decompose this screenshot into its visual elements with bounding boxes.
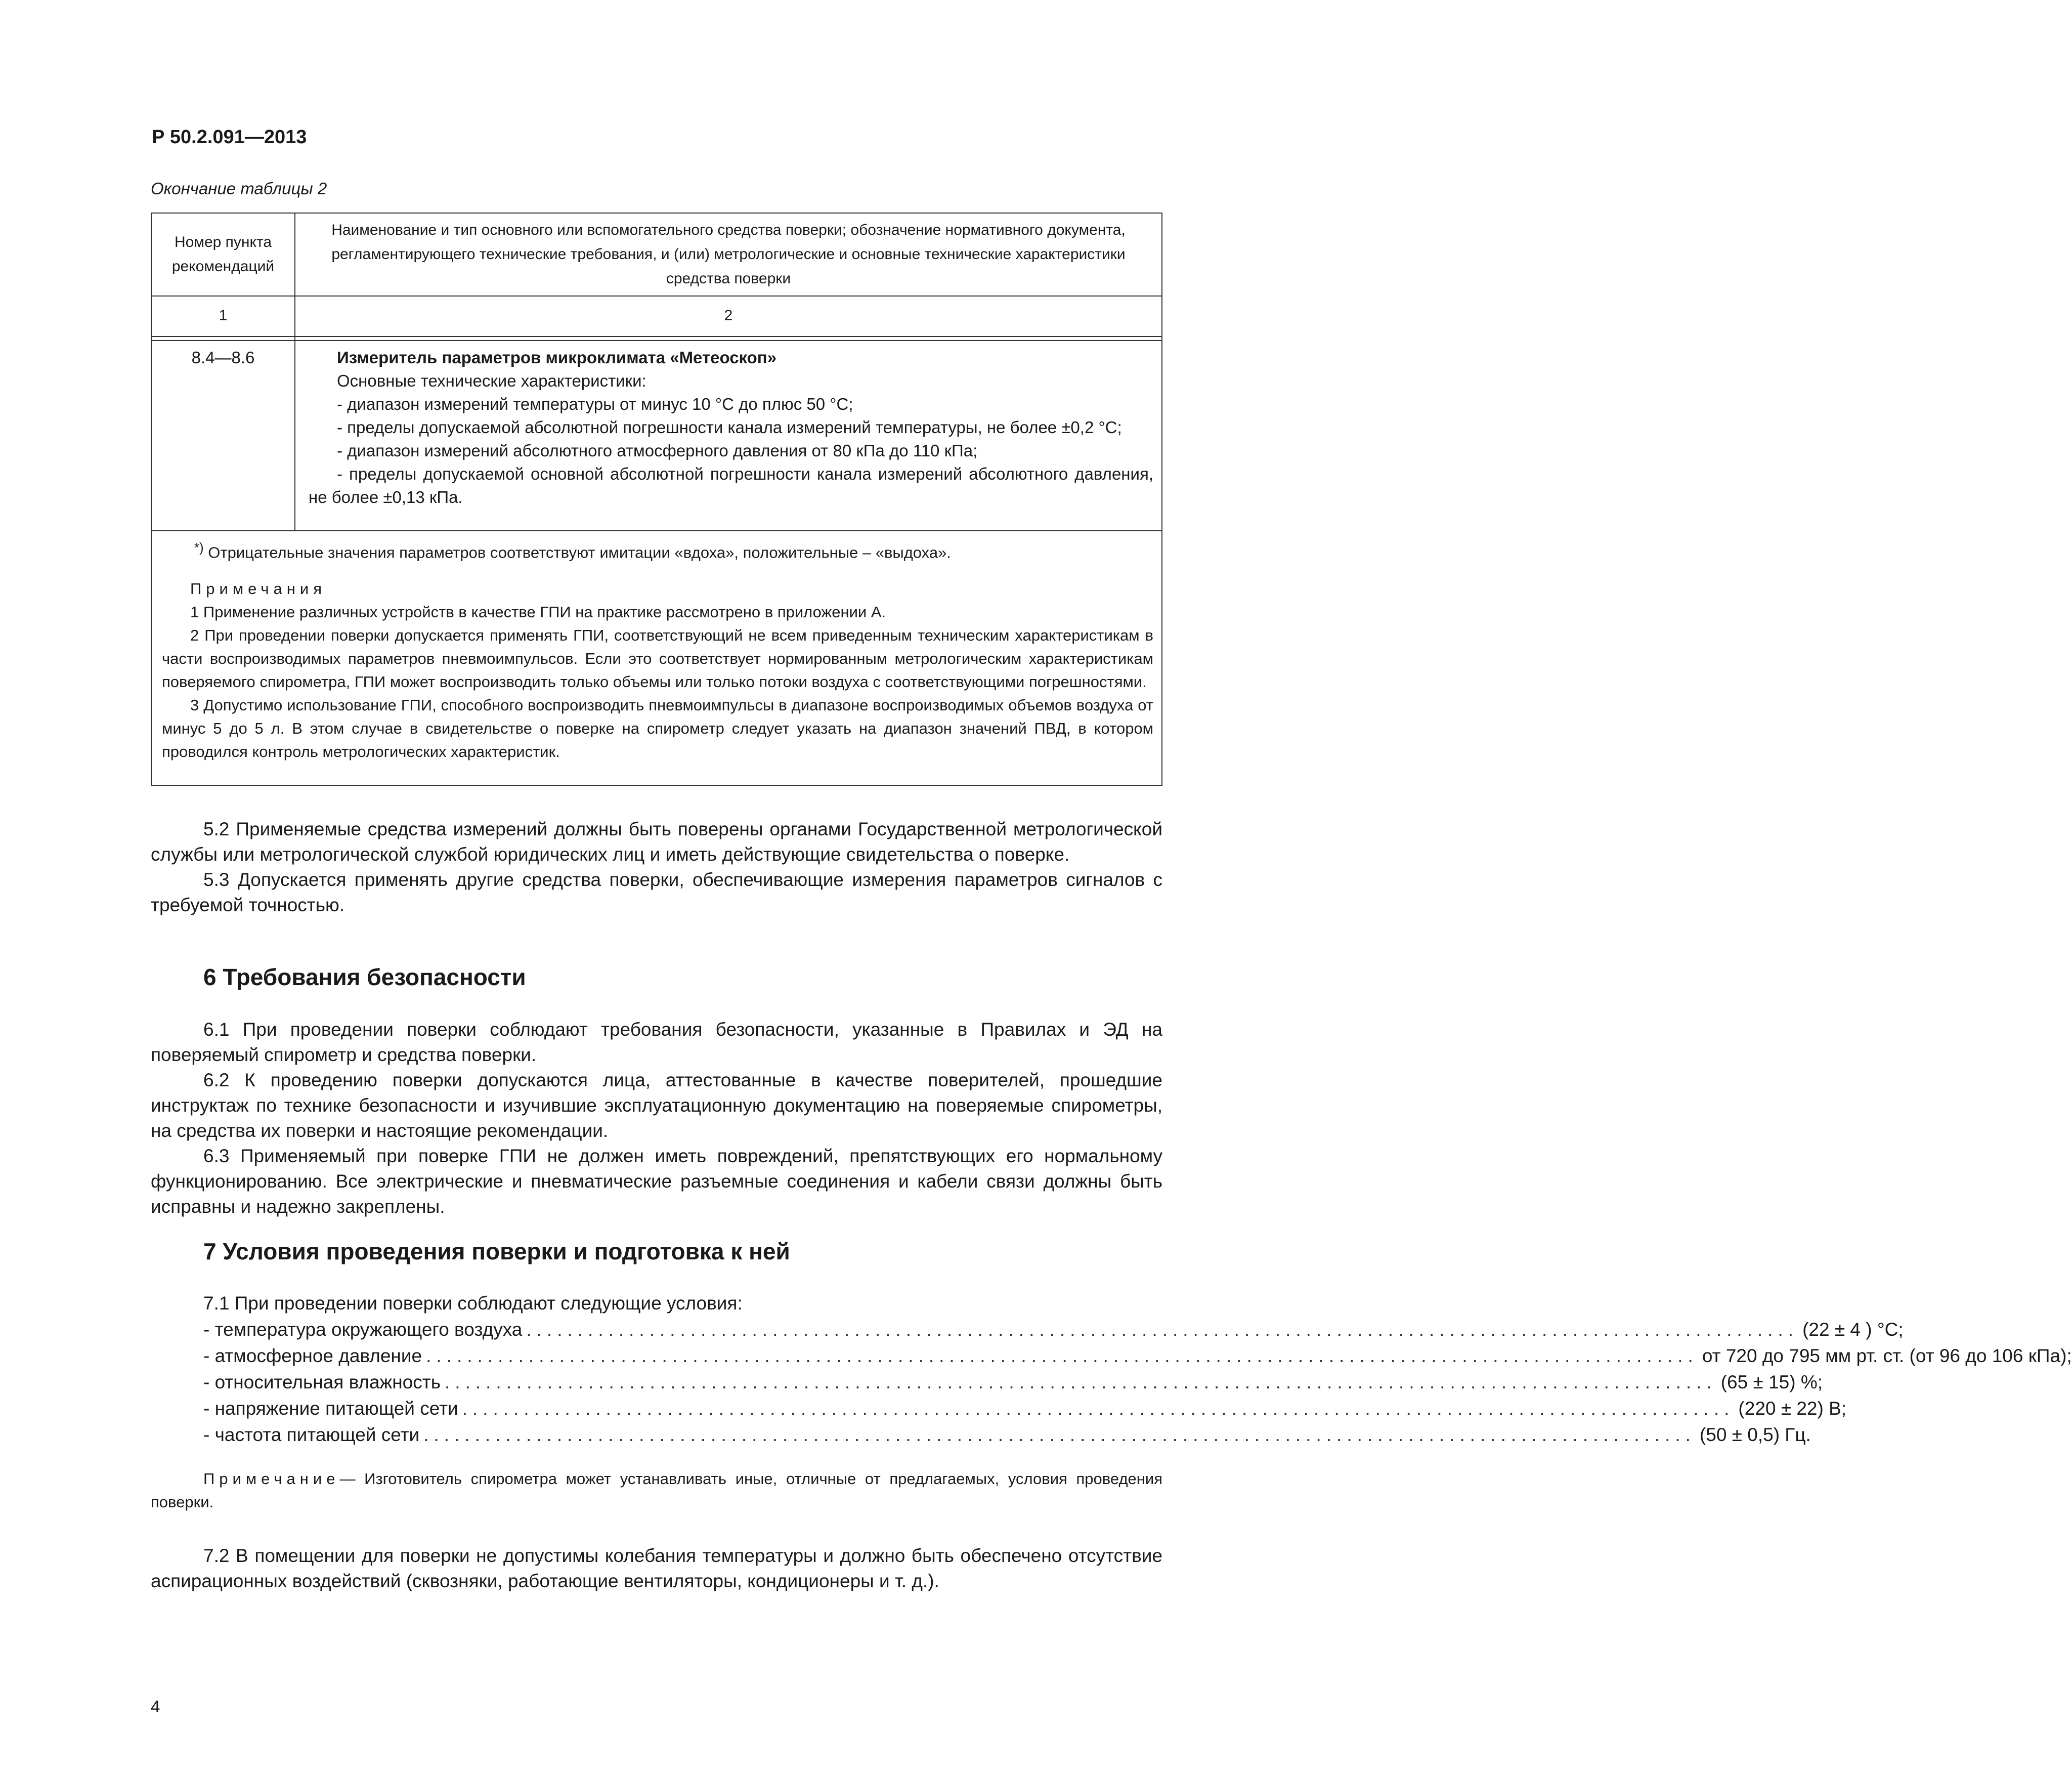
condition-value: от 720 до 795 мм рт. ст. (от 96 до 106 кПа);	[1702, 1345, 2072, 1366]
leader-dots: ............................................................................................................................	[426, 1345, 1698, 1366]
table-caption: Окончание таблицы 2	[151, 179, 327, 198]
section-6-heading: 6 Требования безопасности	[203, 964, 526, 990]
condition-value: (22 ± 4 ) °С;	[1802, 1319, 1904, 1340]
page-number: 4	[151, 1697, 160, 1716]
conditions-list	[151, 1290, 2072, 1448]
spec-line: Основные технические характеристики:	[337, 371, 646, 390]
spec-line: - пределы допускаемой абсолютной погрешности канала измерений температуры, не более ±0,2 °С;	[337, 418, 1122, 437]
condition-value: (220 ± 22) В;	[1738, 1398, 1847, 1419]
footnote-mark: *)	[194, 541, 204, 555]
paragraph-5-2: 5.2 Применяемые средства измерений должны быть поверены органами Государственной метрологической службы или метрологической службой юридических лиц и иметь действующие свидетельства о поверке.	[151, 819, 1162, 865]
document-code: Р 50.2.091—2013	[152, 126, 307, 148]
paragraph-5-3: 5.3 Допускается применять другие средства поверки, обеспечивающие измерения параметров сигналов с требуемой точностью.	[151, 869, 1162, 915]
condition-row	[151, 1369, 1823, 1396]
footnote	[162, 536, 1153, 564]
leader-dots: ............................................................................................................................	[526, 1319, 1799, 1340]
row-description	[309, 346, 1153, 509]
paragraphs-6	[151, 1017, 1162, 1219]
condition-label: - относительная влажность	[203, 1372, 441, 1392]
column-number-2: 2	[724, 307, 733, 324]
condition-value: (65 ± 15) %;	[1720, 1372, 1823, 1392]
row-divider	[152, 530, 1161, 531]
note-label: Примечание	[203, 1470, 340, 1488]
conditions-note	[151, 1467, 1162, 1514]
paragraph-7-1: 7.1 При проведении поверки соблюдают следующие условия:	[203, 1293, 743, 1314]
column-header-number: Номер пункта рекомендаций	[171, 234, 275, 275]
paragraph-6-3: 6.3 Применяемый при поверке ГПИ не должен иметь повреждений, препятствующих его нормальному функционированию. Все электрические и пневматические разъемные соединения и кабели связи должны быть исправны и надежно закреплены.	[151, 1146, 1162, 1217]
condition-label: - частота питающей сети	[203, 1424, 420, 1445]
spec-line: - пределы допускаемой основной абсолютной погрешности канала измерений абсолютного давления, не более ±0,13 кПа.	[309, 464, 1153, 506]
leader-dots: ............................................................................................................................	[462, 1398, 1735, 1419]
paragraphs-7-2	[151, 1543, 1162, 1594]
footnote-text: Отрицательные значения параметров соответствуют имитации «вдоха», положительные – «выдоха».	[208, 543, 951, 562]
column-header-description: Наименование и тип основного или вспомогательного средства поверки; обозначение нормативного документа, регламентирующего технические требования, и (или) метрологические и основные технические характеристики средства поверки	[331, 222, 1126, 287]
condition-value: (50 ± 0,5) Гц.	[1699, 1424, 1811, 1445]
paragraph-6-2: 6.2 К проведению поверки допускаются лица, аттестованные в качестве поверителей, прошедшие инструктаж по технике безопасности и изучившие эксплуатационную документацию на поверяемые спирометры, на средства их поверки и настоящие рекомендации.	[151, 1070, 1162, 1141]
spec-line: - диапазон измерений температуры от минус 10 °С до плюс 50 °С;	[337, 395, 853, 413]
row-divider	[152, 340, 1161, 341]
condition-label: - напряжение питающей сети	[203, 1398, 458, 1419]
condition-row	[151, 1317, 1904, 1343]
condition-row	[151, 1343, 2072, 1369]
table-2-end	[151, 213, 1162, 786]
condition-row	[151, 1422, 1811, 1448]
note-item: 1 Применение различных устройств в качестве ГПИ на практике рассмотрено в приложении А.	[190, 603, 886, 621]
condition-label: - атмосферное давление	[203, 1345, 422, 1366]
spec-line: - диапазон измерений абсолютного атмосферного давления от 80 кПа до 110 кПа;	[337, 441, 978, 460]
device-title: Измеритель параметров микроклимата «Метеоскоп»	[337, 348, 777, 367]
leader-dots: ............................................................................................................................	[445, 1372, 1717, 1392]
section-7-heading: 7 Условия проведения поверки и подготовка к ней	[203, 1238, 790, 1264]
column-number-1: 1	[219, 307, 228, 324]
paragraph-6-1: 6.1 При проведении поверки соблюдают требования безопасности, указанные в Правилах и ЭД на поверяемый спирометр и средства поверки.	[151, 1019, 1162, 1065]
note-text: — Изготовитель спирометра может устанавливать иные, отличные от предлагаемых, условия проведения поверки.	[151, 1470, 1162, 1511]
paragraph-7-2: 7.2 В помещении для поверки не допустимы колебания температуры и должно быть обеспечено отсутствие аспирационных воздействий (сквозняки, работающие вентиляторы, кондиционеры и т. д.).	[151, 1545, 1162, 1591]
paragraphs-5	[151, 817, 1162, 918]
note-item: 2 При проведении поверки допускается применять ГПИ, соответствующий не всем приведенным техническим характеристикам в части воспроизводимых параметров пневмоимпульсов. Если это соответствует нормированным метрологическим характеристикам поверяемого спирометра, ГПИ может воспроизводить только объемы или только потоки воздуха с соответствующими погрешностями.	[162, 626, 1153, 691]
row-divider	[152, 336, 1161, 337]
row-reference: 8.4—8.6	[191, 348, 255, 367]
condition-label: - температура окружающего воздуха	[203, 1319, 523, 1340]
table-footnotes	[162, 536, 1153, 764]
leader-dots: ............................................................................................................................	[423, 1424, 1696, 1445]
condition-row	[151, 1396, 1847, 1422]
note-item: 3 Допустимо использование ГПИ, способного воспроизводить пневмоимпульсы в диапазоне воспроизводимых объемов воздуха от минус 5 до 5 л. В этом случае в свидетельстве о поверке на спирометр следует указать на диапазон значений ПВД, в котором проводился контроль метрологических характеристик.	[162, 696, 1153, 761]
notes-heading: Примечания	[190, 580, 326, 598]
